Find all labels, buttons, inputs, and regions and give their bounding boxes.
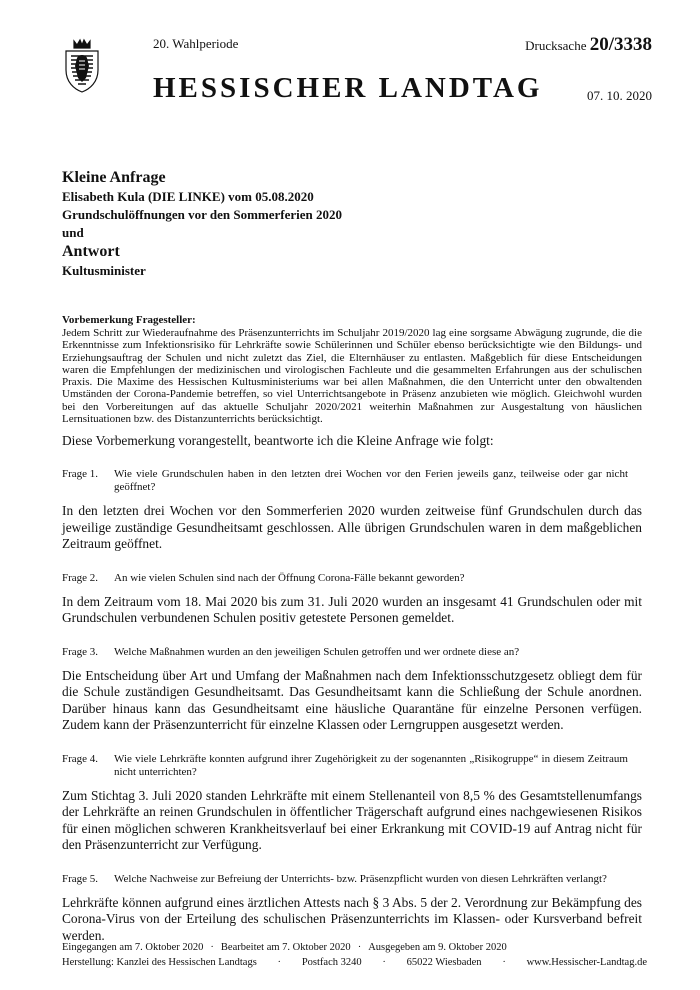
- answer-4: Zum Stichtag 3. Juli 2020 standen Lehrkräfte mit einem Stellenanteil von 8,5 % des Gesamtstellenumfangs der Lehrkräfte an reinen Grundschulen in öffentlicher Trägerschaft aufgrund eines nachgewiesenen Risikos für einen möglichen schweren Krankheitsverlauf bei einer Erkrankung mit COVID-19 auf Antrag nicht für den Präsenzunterricht zur Verfügung.: [62, 787, 642, 853]
- answer-1: In den letzten drei Wochen vor den Sommerferien 2020 wurden zeitweise fünf Grundschulen durch das jeweilige zuständige Gesundheitsamt geschlossen. Alle übrigen Grundschulen waren in dem maßgeblichen Zeitraum geöffnet.: [62, 503, 642, 552]
- drucksache-label: Drucksache: [525, 38, 587, 53]
- footer-dates: [62, 940, 647, 955]
- footer-eingegangen: Eingegangen am 7. Oktober 2020: [62, 942, 204, 953]
- footer-separator: ·: [357, 942, 362, 953]
- footer-ausgegeben: Ausgegeben am 9. Oktober 2020: [368, 942, 507, 953]
- lead-text: Diese Vorbemerkung vorangestellt, beantworte ich die Kleine Anfrage wie folgt:: [62, 433, 494, 449]
- question-1: [62, 468, 642, 494]
- footer-bearbeitet: Bearbeitet am 7. Oktober 2020: [220, 942, 351, 953]
- footer-herstellung: Herstellung: Kanzlei des Hessischen Landtags: [62, 957, 257, 968]
- inquiry-author: Elisabeth Kula (DIE LINKE) vom 05.08.2020: [62, 189, 314, 204]
- vorbemerkung-text: Jedem Schritt zur Wiederaufnahme des Präsenzunterrichts im Schuljahr 2019/2020 lag eine sorgsame Abwägung zugrunde, die die Erkenntnisse zum Infektionsrisiko für Lehrkräfte sowie Schülerinnen und Schüler ebenso berücksichtigte wie den Bildungs- und Erziehungsauftrag der Schulen und nicht zuletzt das Ziel, die Elternhäuser zu entlasten. Maßgeblich für diese Entscheidungen waren die Empfehlungen der medizinischen und virologischen Fachleute und die gesammelten Erfahrungen aus der schulischen Praxis. Die Maxime des Hessischen Kultusministeriums war bei allen Maßnahmen, die den Unterricht unter den obwaltenden Umständen der Corona-Pandemie betreffen, so viel Unterrichtsangebote in Präsenz anzubieten wie möglich. Gleichwohl wurden bei den Vorbereitungen auf das aktuelle Schuljahr 2020/2021 weiterhin Maßnahmen zur Ausgestaltung von häuslichen Lernsituationen bzw. des Distanzunterrichts berücksichtigt.: [62, 327, 642, 426]
- question-3: [62, 646, 642, 659]
- parliament-name: HESSISCHER LANDTAG: [153, 72, 543, 104]
- question-text: Wie viele Grundschulen haben in den letzten drei Wochen vor den Ferien jeweils ganz, teilweise oder gar nicht geöffnet?: [114, 468, 628, 494]
- inquiry-kind: Kleine Anfrage: [62, 169, 166, 186]
- footer-website-link[interactable]: www.Hessischer-Landtag.de: [526, 957, 647, 968]
- title-block: [62, 168, 642, 280]
- question-text: Welche Maßnahmen wurden an den jeweiligen Schulen getroffen und wer ordnete diese an?: [114, 645, 520, 658]
- answer-3: Die Entscheidung über Art und Umfang der Maßnahmen nach dem Infektionsschutzgesetz obliegt dem für die Schule zuständigen Gesundheitsamt. Das Gesundheitsamt kann die Schließung der Schule anordnen. Darüber hinaus kann das Gesundheitsamt eine häusliche Quarantäne für einzelne Personen verfügen. Zudem kann der Präsenzunterricht für einzelne Klassen oder Lerngruppen ausgesetzt werden.: [62, 667, 642, 733]
- question-label: Frage 4.: [62, 752, 99, 765]
- footer-separator: ·: [382, 957, 386, 968]
- drucksache: [525, 34, 652, 56]
- question-text: An wie vielen Schulen sind nach der Öffnung Corona-Fälle bekannt geworden?: [114, 571, 465, 584]
- answer-2: In dem Zeitraum vom 18. Mai 2020 bis zum 31. Juli 2020 wurden an insgesamt 41 Grundschulen oder mit Grundschulen verbundenen Schulen positiv getestete Personen gemeldet.: [62, 593, 642, 626]
- document-date: 07. 10. 2020: [587, 88, 652, 103]
- question-text: Welche Nachweise zur Befreiung der Unterrichts- bzw. Präsenzpflicht wurden von diesen Lehrkräften verlangt?: [114, 872, 607, 885]
- footer-publisher: [62, 955, 647, 970]
- question-label: Frage 5.: [62, 872, 99, 885]
- antwort-label: Antwort: [62, 243, 120, 260]
- question-text: Wie viele Lehrkräfte konnten aufgrund ihrer Zugehörigkeit zu der sogenannten „Risikogruppe“ in diesem Zeitraum nicht unterrichten?: [114, 752, 628, 778]
- wahlperiode: 20. Wahlperiode: [153, 36, 239, 51]
- vorbemerkung-title: Vorbemerkung Fragesteller:: [62, 314, 196, 326]
- question-4: [62, 753, 642, 779]
- question-2: [62, 572, 642, 585]
- footer-postfach: Postfach 3240: [301, 957, 362, 968]
- question-label: Frage 2.: [62, 571, 99, 584]
- footer-separator: ·: [502, 957, 506, 968]
- footer-separator: ·: [277, 957, 282, 968]
- footer-ort: 65022 Wiesbaden: [406, 957, 482, 968]
- drucksache-number: 20/3338: [589, 34, 652, 55]
- hessen-coat-of-arms-logo: [62, 38, 102, 94]
- und-label: und: [62, 225, 84, 240]
- footer-separator: ·: [210, 942, 214, 953]
- question-5: [62, 873, 642, 886]
- document-body: [62, 314, 642, 944]
- inquiry-subject: Grundschulöffnungen vor den Sommerferien 2020: [62, 207, 342, 222]
- minister: Kultusminister: [62, 263, 146, 278]
- footer: [62, 940, 647, 970]
- answer-5: Lehrkräfte können aufgrund eines ärztlichen Attests nach § 3 Abs. 5 der 2. Verordnung zur Bekämpfung des Corona-Virus von der Erteilung des schulischen Präsenzunterrichts im Klassen- oder Kursverband befreit werden.: [62, 894, 642, 943]
- question-label: Frage 1.: [62, 468, 99, 481]
- question-label: Frage 3.: [62, 645, 99, 658]
